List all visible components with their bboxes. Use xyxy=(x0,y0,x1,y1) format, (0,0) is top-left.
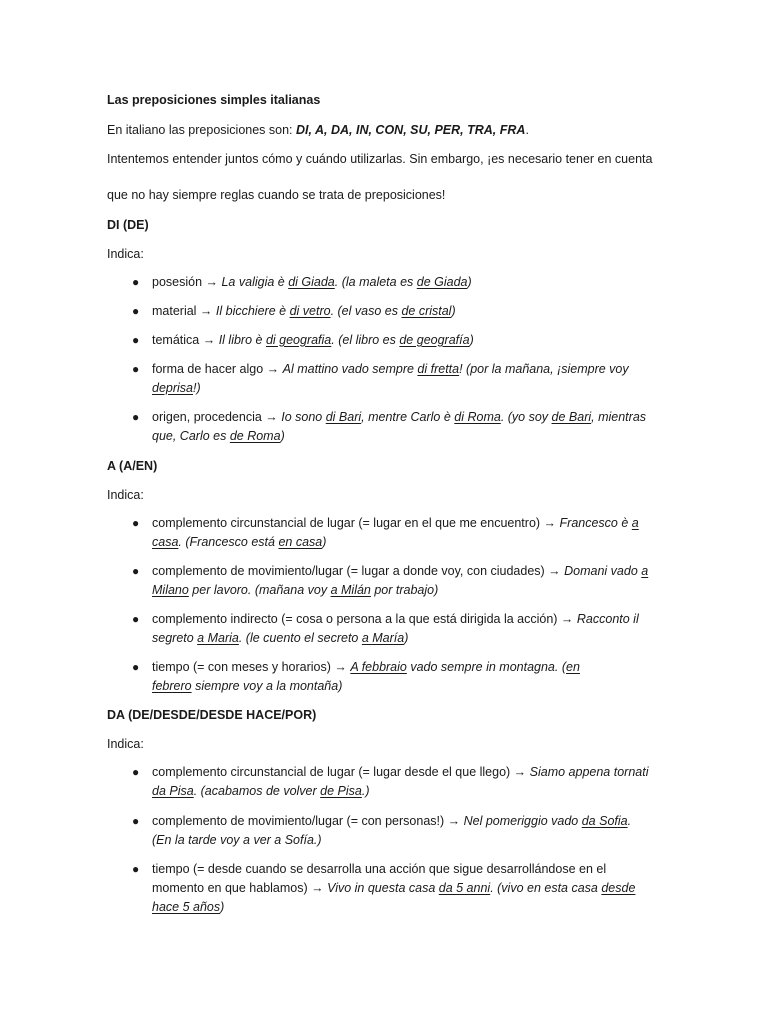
text-fragment: complemento circunstancial de lugar (= lugar en el que me encuentro) → xyxy=(152,516,560,530)
underlined-example: da Pisa xyxy=(152,784,194,798)
text-fragment: temática → xyxy=(152,333,219,347)
text-fragment: Siamo appena tornati xyxy=(529,765,649,779)
italic-example xyxy=(197,631,239,645)
italic-example xyxy=(278,535,322,549)
section-heading-di: DI (DE) xyxy=(107,218,149,232)
list-item xyxy=(132,273,652,292)
italic-example xyxy=(362,631,404,645)
text-fragment: ) xyxy=(469,333,474,347)
list-item xyxy=(132,514,652,552)
italic-example xyxy=(152,784,194,798)
document-title: Las preposiciones simples italianas xyxy=(107,93,321,107)
underlined-example: de Giada xyxy=(416,275,468,289)
text-fragment: . (el vaso es xyxy=(330,304,402,318)
underlined-example: a casa xyxy=(152,516,639,549)
text-fragment: ! (por la mañana, ¡siempre voy xyxy=(459,362,629,376)
bullet-icon: ● xyxy=(132,275,140,289)
list-item xyxy=(132,302,652,321)
underlined-example: de Pisa xyxy=(320,784,362,798)
text-fragment: complemento circunstancial de lugar (= lugar desde el que llego) → xyxy=(152,765,530,779)
section-heading-da: DA (DE/DESDE/DESDE HACE/POR) xyxy=(107,708,317,722)
text-fragment: Vivo in questa casa xyxy=(327,881,439,895)
text-fragment: Il libro è xyxy=(218,333,266,347)
underlined-example: di Giada xyxy=(288,275,335,289)
underlined-example: de Roma xyxy=(229,429,281,443)
text-fragment: forma de hacer algo → xyxy=(152,362,283,376)
list-item xyxy=(132,360,632,398)
text-fragment: Francesco è xyxy=(559,516,632,530)
text-fragment: Racconto il segreto xyxy=(152,612,639,645)
text-fragment: . (el libro es xyxy=(331,333,400,347)
underlined-example: de cristal xyxy=(401,304,452,318)
text-fragment: . (vivo en esta casa xyxy=(490,881,602,895)
section-heading-a: A (A/EN) xyxy=(107,459,158,473)
italic-example xyxy=(350,660,407,674)
italic-example xyxy=(401,304,451,318)
text-fragment: complemento de movimiento/lugar (= con personas!) → xyxy=(152,814,464,828)
indica-label: Indica: xyxy=(107,737,144,751)
prepositions-list: DI, A, DA, IN, CON, SU, PER, TRA, FRA xyxy=(296,123,526,137)
italic-example xyxy=(320,784,362,798)
text-fragment: complemento de movimiento/lugar (= lugar a donde voy, con ciudades) → xyxy=(152,564,565,578)
list-item xyxy=(132,610,652,648)
intro-suffix: . xyxy=(525,123,529,137)
text-fragment: . (le cuento el secreto xyxy=(238,631,362,645)
text-fragment: material → xyxy=(152,304,216,318)
text-fragment: posesión → xyxy=(152,275,222,289)
underlined-example: a María xyxy=(361,631,405,645)
underlined-example: da 5 anni xyxy=(438,881,491,895)
underlined-example: a Milán xyxy=(330,583,371,597)
list-item xyxy=(132,658,592,696)
underlined-example: a Maria xyxy=(197,631,239,645)
text-fragment: La valigia è xyxy=(221,275,289,289)
indica-label: Indica: xyxy=(107,488,144,502)
underlined-example: di Bari xyxy=(325,410,362,424)
intro-line-1 xyxy=(107,121,667,140)
list-item xyxy=(132,331,652,350)
text-fragment: tiempo (= con meses y horarios) → xyxy=(152,660,351,674)
underlined-example: di Roma xyxy=(454,410,501,424)
bullet-icon: ● xyxy=(132,410,140,424)
text-fragment: !) xyxy=(193,381,201,395)
underlined-example: da Sofia xyxy=(581,814,628,828)
intro-line-2: Intentemos entender juntos cómo y cuándo utilizarlas. Sin embargo, ¡es necesario tener en cuenta xyxy=(107,152,653,166)
text-fragment: , mientras que, Carlo es xyxy=(152,410,647,443)
bullet-icon: ● xyxy=(132,765,140,779)
italic-example xyxy=(230,429,281,443)
bullet-icon: ● xyxy=(132,612,140,626)
list-item xyxy=(132,860,652,917)
intro-line-3: que no hay siempre reglas cuando se trata de preposiciones! xyxy=(107,188,446,202)
list-item xyxy=(132,812,652,850)
bullet-icon: ● xyxy=(132,814,140,828)
text-fragment: tiempo (= desde cuando se desarrolla una acción que sigue desarrollándose en el momento en que hablamos) → xyxy=(152,862,607,895)
text-fragment: Nel pomeriggio vado xyxy=(463,814,582,828)
text-fragment: complemento indirecto (= cosa o persona a la que está dirigida la acción) → xyxy=(152,612,577,626)
italic-example xyxy=(290,304,331,318)
text-fragment: por trabajo) xyxy=(370,583,439,597)
intro-prefix: En italiano las preposiciones son: xyxy=(107,123,297,137)
italic-example xyxy=(326,410,361,424)
underlined-example: A febbraio xyxy=(350,660,407,674)
italic-example xyxy=(552,410,592,424)
text-fragment: ) xyxy=(280,429,285,443)
italic-example xyxy=(454,410,501,424)
text-fragment: . (la maleta es xyxy=(334,275,417,289)
italic-example xyxy=(417,362,459,376)
text-fragment: ) xyxy=(467,275,472,289)
underlined-example: en febrero xyxy=(152,660,580,693)
underlined-example: de Bari xyxy=(551,410,592,424)
italic-example xyxy=(439,881,490,895)
text-fragment: ) xyxy=(322,535,327,549)
bullet-icon: ● xyxy=(132,333,140,347)
text-fragment: ) xyxy=(220,900,225,914)
text-fragment: . (acabamos de volver xyxy=(193,784,321,798)
text-fragment: . (En la tarde voy a ver a Sofía.) xyxy=(152,814,632,847)
italic-example xyxy=(152,381,193,395)
text-fragment: . (yo soy xyxy=(500,410,552,424)
bullet-icon: ● xyxy=(132,862,140,876)
text-fragment: , mentre Carlo è xyxy=(361,410,455,424)
italic-example xyxy=(331,583,371,597)
underlined-example: desde hace 5 años xyxy=(152,881,636,914)
bullet-icon: ● xyxy=(132,362,140,376)
bullet-icon: ● xyxy=(132,660,140,674)
italic-example xyxy=(266,333,331,347)
bullet-icon: ● xyxy=(132,564,140,578)
text-fragment: siempre voy a la montaña) xyxy=(191,679,343,693)
text-fragment: ) xyxy=(451,304,456,318)
italic-example xyxy=(417,275,468,289)
underlined-example: di vetro xyxy=(289,304,331,318)
italic-example xyxy=(582,814,628,828)
text-fragment: Io sono xyxy=(281,410,326,424)
bullet-icon: ● xyxy=(132,304,140,318)
underlined-example: di geografia xyxy=(265,333,332,347)
text-fragment: Il bicchiere è xyxy=(215,304,290,318)
list-item xyxy=(132,763,652,801)
underlined-example: di fretta xyxy=(417,362,460,376)
underlined-example: en casa xyxy=(278,535,323,549)
indica-label: Indica: xyxy=(107,247,144,261)
text-fragment: .) xyxy=(361,784,370,798)
text-fragment: vado sempre in montagna. ( xyxy=(406,660,566,674)
bullet-icon: ● xyxy=(132,516,140,530)
text-fragment: . (Francesco está xyxy=(178,535,279,549)
italic-example xyxy=(288,275,335,289)
text-fragment: per lavoro. (mañana voy xyxy=(188,583,331,597)
text-fragment: Domani vado xyxy=(564,564,642,578)
underlined-example: a Milano xyxy=(152,564,649,597)
list-item xyxy=(132,562,652,600)
underlined-example: deprisa xyxy=(152,381,193,395)
text-fragment: Al mattino vado sempre xyxy=(282,362,418,376)
list-item xyxy=(132,408,662,446)
underlined-example: de geografía xyxy=(399,333,470,347)
text-fragment: origen, procedencia → xyxy=(152,410,282,424)
text-fragment: ) xyxy=(404,631,409,645)
italic-example xyxy=(399,333,469,347)
